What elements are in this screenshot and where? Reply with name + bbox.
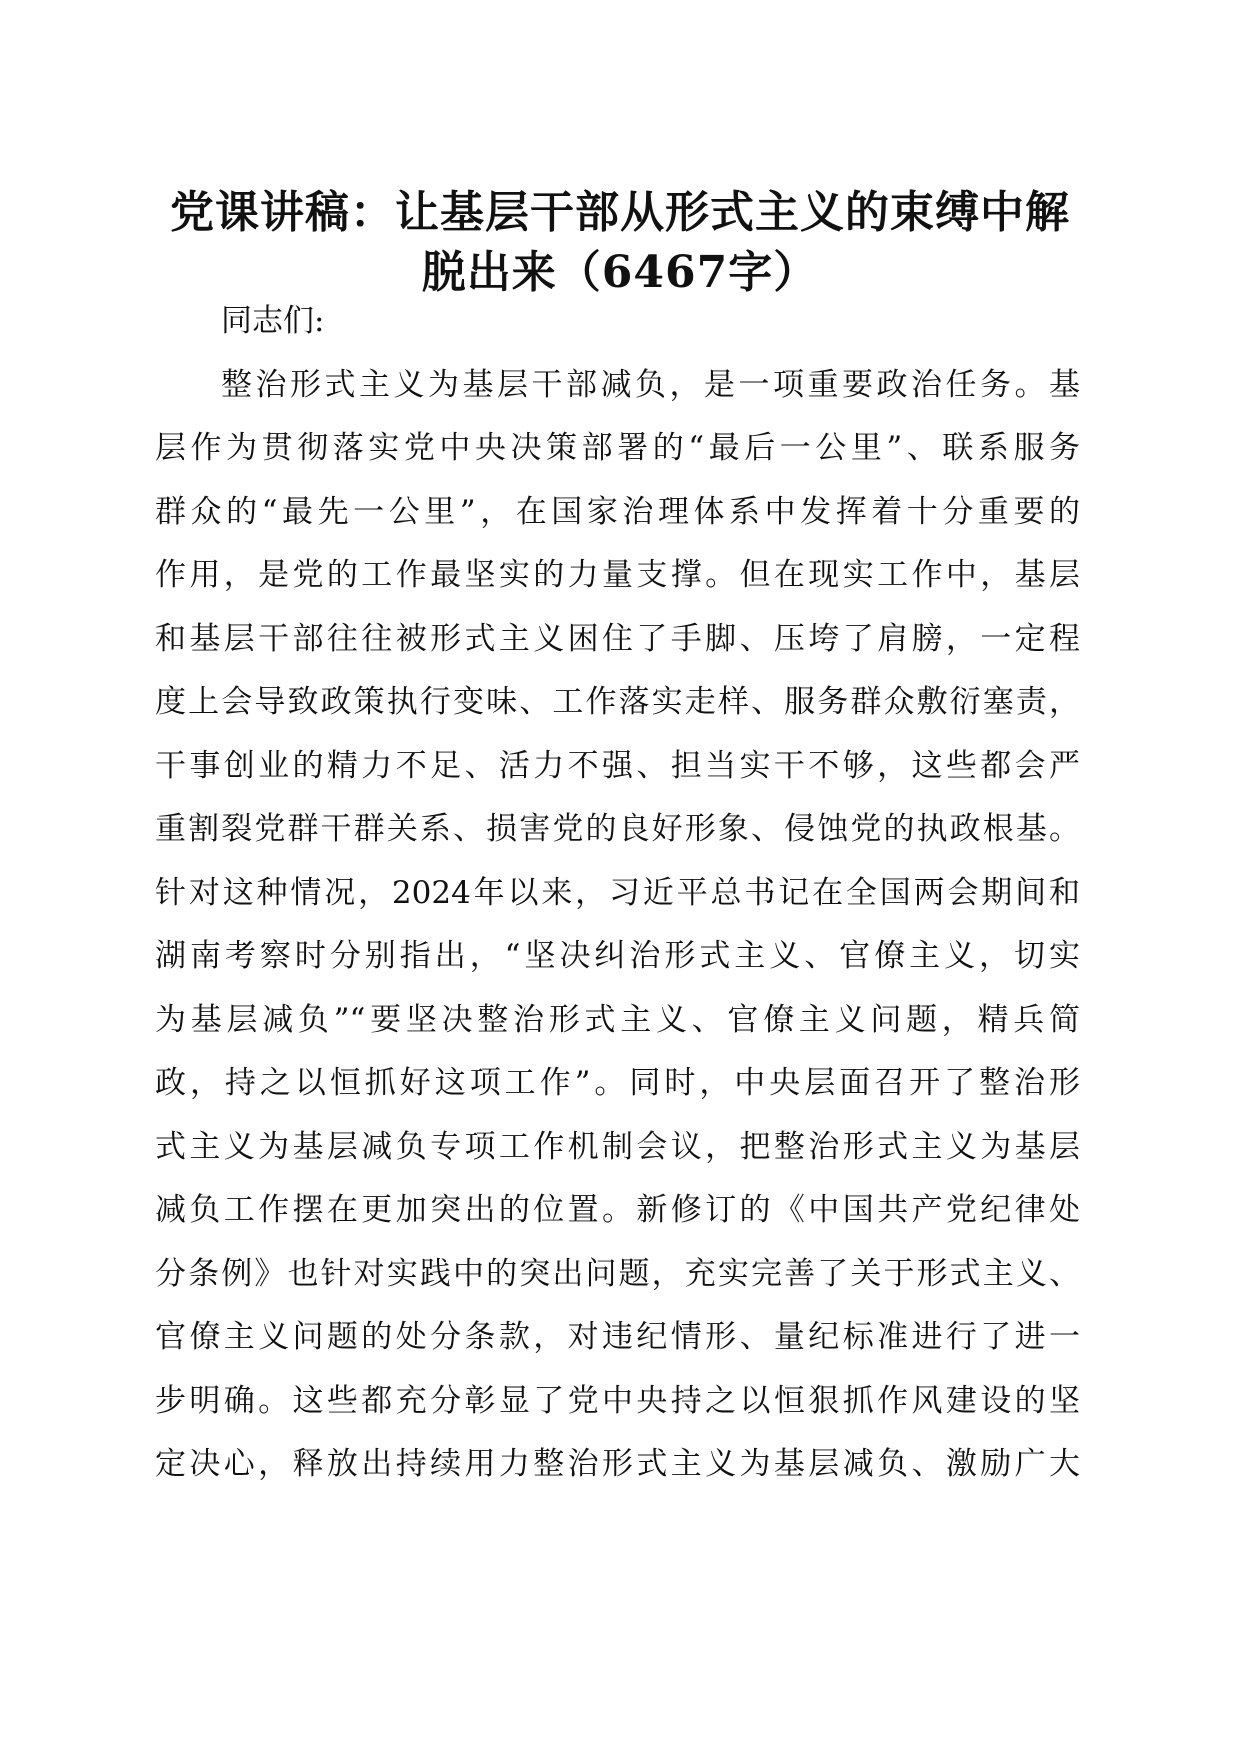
paragraph-line: 整治形式主义为基层干部减负，是一项重要政治任务。基 [221,366,1080,403]
paragraph-line: 式主义为基层减负专项工作机制会议，把整治形式主义为基层 [155,1128,1080,1165]
paragraph-line: 定决心，释放出持续用力整治形式主义为基层减负、激励广大 [155,1446,1080,1482]
paragraph-line: 湖南考察时分别指出，“坚决纠治形式主义、官僚主义，切实 [155,938,1080,974]
paragraph-line: 群众的“最先一公里”，在国家治理体系中发挥着十分重要的 [155,493,1080,530]
paragraph-line: 干事创业的精力不足、活力不强、担当实干不够，这些都会严 [155,747,1080,784]
paragraph-line: 度上会导致政策执行变味、工作落实走样、服务群众敷衍塞责， [155,684,1080,720]
paragraph-line: 减负工作摆在更加突出的位置。新修订的《中国共产党纪律处 [155,1192,1080,1228]
paragraph-line: 分条例》也针对实践中的突出问题，充实完善了关于形式主义、 [155,1255,1080,1292]
paragraph-line: 层作为贯彻落实党中央决策部署的“最后一公里”、联系服务 [155,430,1080,466]
salutation: 同志们: [221,303,325,339]
paragraph-line: 针对这种情况，2024年以来，习近平总书记在全国两会期间和 [155,874,1080,911]
paragraph-line: 作用，是党的工作最坚实的力量支撑。但在现实工作中，基层 [155,557,1080,593]
document-title: 党课讲稿：让基层干部从形式主义的束缚中解脱出来（6467字） [170,187,1070,298]
paragraph-line: 和基层干部往往被形式主义困住了手脚、压垮了肩膀，一定程 [155,620,1080,657]
paragraph-line: 政，持之以恒抓好这项工作”。同时，中央层面召开了整治形 [155,1065,1080,1101]
paragraph-line: 重割裂党群干群关系、损害党的良好形象、侵蚀党的执政根基。 [155,811,1080,847]
paragraph-line: 为基层减负”“要坚决整治形式主义、官僚主义问题，精兵简 [155,1001,1080,1038]
document-body [155,290,1080,1497]
paragraph-line: 官僚主义问题的处分条款，对违纪情形、量纪标准进行了进一 [155,1319,1080,1355]
paragraph-line: 步明确。这些都充分彰显了党中央持之以恒狠抓作风建设的坚 [155,1382,1080,1419]
